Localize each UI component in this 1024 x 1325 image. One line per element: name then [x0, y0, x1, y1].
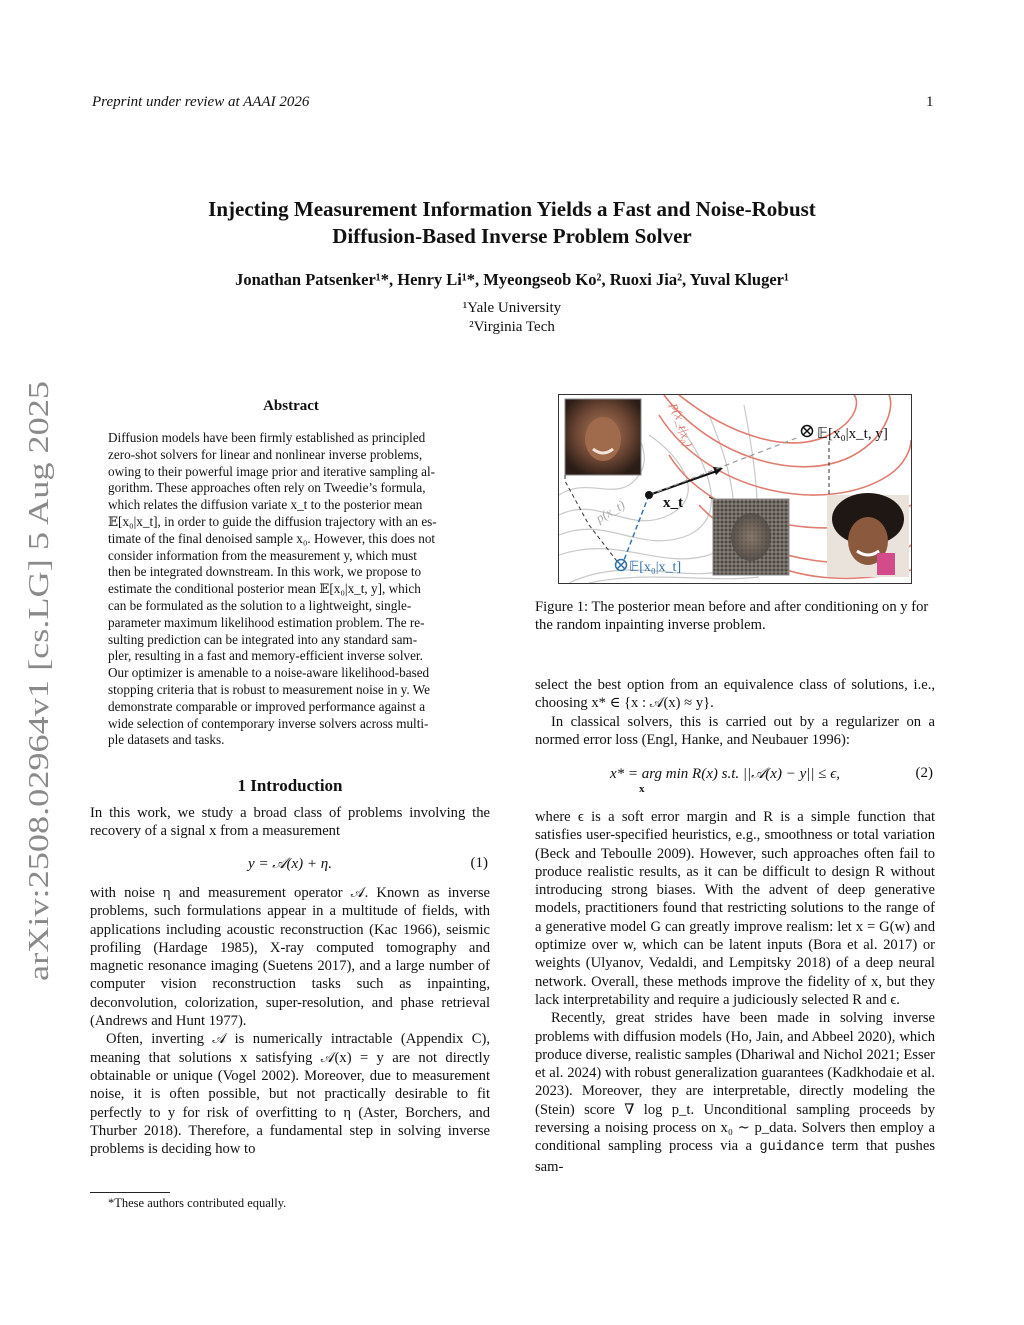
- arxiv-id: arXiv:2508.02964v1 [cs.LG] 5 Aug 2025: [24, 509, 55, 981]
- footnote: *These authors contributed equally.: [108, 1196, 287, 1210]
- abstract-line: demonstrate comparable or improved performance against a: [108, 698, 426, 714]
- abstract-heading: Abstract: [263, 398, 319, 414]
- label-conditional-mean: 𝔼[x₀|x_t, y]: [817, 426, 888, 442]
- right-column-text-top: [535, 676, 935, 749]
- label-likelihood: p(x_t|x₀): [668, 401, 697, 449]
- abstract-line: consider information from the measurement y, which must: [108, 547, 417, 563]
- mean-marker: [616, 560, 627, 571]
- body-text: [535, 1009, 935, 1176]
- abstract-line: which relates the diffusion variate x_t to the posterior mean: [108, 497, 423, 513]
- abstract-line: Our optimizer is amenable to a noise-aware likelihood-based: [108, 665, 430, 681]
- abstract-line: Diffusion models have been firmly established as principled: [108, 430, 426, 445]
- abstract-line: timate of the final denoised sample x₀. However, this does not: [108, 530, 436, 546]
- abstract-line: wide selection of contemporary inverse solvers across multi-: [108, 715, 429, 731]
- equation-1-number: (1): [470, 855, 488, 871]
- arxiv-sidebar: [14, 376, 60, 986]
- affiliation-virginia-tech: ²Virginia Tech: [469, 319, 555, 335]
- abstract-line: owing to their powerful image prior and iterative sampling al-: [108, 463, 436, 479]
- equation-2-body: x* = arg min R(x) s.t. ||𝒜(x) − y|| ≤ ϵ,: [609, 766, 840, 782]
- body-text: In classical solvers, this is carried out by a regularizer on a normed error loss (Engl, Hanke, and Neubauer 1996):: [535, 713, 935, 748]
- figure-1-caption: Figure 1: The posterior mean before and after conditioning on y for the random inpainting inverse problem.: [535, 599, 929, 634]
- title-line-1: Injecting Measurement Information Yields a Fast and Noise-Robust: [208, 197, 816, 221]
- abstract-line: sulting prediction can be integrated into any standard sam-: [108, 631, 418, 647]
- pink-object: [877, 553, 895, 575]
- abstract-line: pler, resulting in a fast and memory-efficient inverse solver.: [108, 648, 423, 664]
- right-column-text-bottom: [535, 808, 935, 1176]
- abstract-line: ple datasets and tasks.: [108, 732, 225, 748]
- blurred-face-shape: [731, 513, 771, 561]
- label-xt: x_t: [663, 495, 683, 511]
- conditional-mean-marker: [802, 426, 813, 437]
- abstract-line: stopping criteria that is robust to measurement noise in y. We: [108, 681, 430, 697]
- intro-text: In this work, we study a broad class of problems involving the recovery of a signal x from a measurement: [90, 805, 490, 840]
- running-header: Preprint under review at AAAI 2026: [92, 94, 310, 110]
- abstract-line: zero-shot solvers for linear and nonlinear inverse problems,: [108, 446, 423, 462]
- page-number: 1: [926, 94, 934, 110]
- intro-text: Often, inverting 𝒜 is numerically intractable (Appendix C), meaning that solutions x satisfying 𝒜(x) = y are not directly obtainable or unique (Vogel 2002). Moreover, due to measurement noise, it is often possible, but not practically desirable to fit perfectly to y for risk of overfitting to η (Aster, Borchers, and Thurber 2018). Therefore, a fundamental step in solving inverse problems is deciding how to: [90, 1031, 490, 1158]
- label-mean: 𝔼[x₀|x_t]: [629, 560, 682, 575]
- intro-text: with noise η and measurement operator 𝒜. Known as inverse problems, such formulations appear in a multitude of fields, with applications including acoustic reconstruction (Kac 1966), seismic profiling (Hardage 1985), X-ray computed tomography and magnetic resonance imaging (Suetens 2017), and a large number of computer vision reconstruction tasks such as inpainting, deconvolution, colorization, super-resolution, and phase retrieval (Andrews and Hunt 1977).: [90, 885, 490, 1030]
- arrow-to-mean: [624, 495, 649, 560]
- affiliation-yale: ¹Yale University: [462, 300, 562, 316]
- body-text: where ϵ is a soft error margin and R is a simple function that satisfies user-specified heuristics, e.g., smoothness or total variation (Beck and Teboulle 2009). However, such approaches often fail to produce realistic results, as it can be difficult to design R without introducing strong biases. With the advent of deep generative models, practitioners found that restricting solutions to the range of a generative model G can greatly improve realism: let x = G(w) and optimize over w, which can be latent inputs (Bora et al. 2017) or weights (Ulyanov, Vedaldi, and Lempitsky 2018) of a deep neural network. Overall, these methods improve the fidelity of x, but they lack interpretability and require a judiciously selected R and ϵ.: [535, 809, 935, 1008]
- abstract-line: estimate the conditional posterior mean 𝔼[x₀|x_t, y], which: [108, 581, 421, 597]
- code-term-guidance: guidance: [759, 1140, 825, 1156]
- label-prior: p(x_t): [593, 497, 628, 526]
- body-text-part: Recently, great strides have been made in solving inverse problems with diffusion models (Ho, Jain, and Abbeel 2020), which produce diverse, realistic samples (Dhariwal and Nichol 2021; Esser et al. 2024) with robust generalization guarantees (Kadkhodaie et al. 2023). Moreover, they are interpretable, directly modeling the (Stein) score ∇ log p_t. Unconditional sampling proceeds by reversing a noising process on x₀ ∼ p_data. Solvers then employ a conditional sampling process via a: [535, 1010, 935, 1155]
- abstract-line: then be integrated downstream. In this work, we propose to: [108, 564, 422, 580]
- equation-2-subscript: x: [639, 783, 645, 795]
- figure-1: [558, 394, 912, 584]
- xt-point: [645, 491, 653, 499]
- body-text: select the best option from an equivalence class of solutions, i.e., choosing x* ∈ {x : 𝒜(x) ≈ y}.: [535, 677, 935, 712]
- equation-2: [535, 765, 935, 799]
- equation-1-body: y = 𝒜(x) + η.: [248, 856, 332, 872]
- intro-paragraph-1: [90, 804, 490, 841]
- abstract-line: parameter maximum likelihood estimation problem. The re-: [108, 614, 425, 630]
- author-list: Jonathan Patsenker¹*, Henry Li¹*, Myeongseob Ko², Ruoxi Jia², Yuval Kluger¹: [235, 270, 789, 289]
- footnote-rule: [90, 1192, 170, 1193]
- abstract-line: gorithm. These approaches often rely on Tweedie’s formula,: [108, 480, 426, 496]
- abstract-line: 𝔼[x₀|x_t], in order to guide the diffusion trajectory with an es-: [108, 513, 437, 529]
- body-text-part: term that pushes sam-: [535, 1138, 935, 1175]
- abstract-body: [108, 430, 474, 749]
- paper-title: [90, 196, 934, 250]
- title-line-2: Diffusion-Based Inverse Problem Solver: [332, 224, 692, 248]
- section-heading-introduction: 1 Introduction: [237, 776, 343, 795]
- abstract-line: can be formulated as the solution to a lightweight, single-: [108, 597, 412, 613]
- intro-paragraph-2: [90, 884, 490, 1158]
- equation-1: [90, 855, 490, 875]
- equation-2-number: (2): [915, 765, 933, 781]
